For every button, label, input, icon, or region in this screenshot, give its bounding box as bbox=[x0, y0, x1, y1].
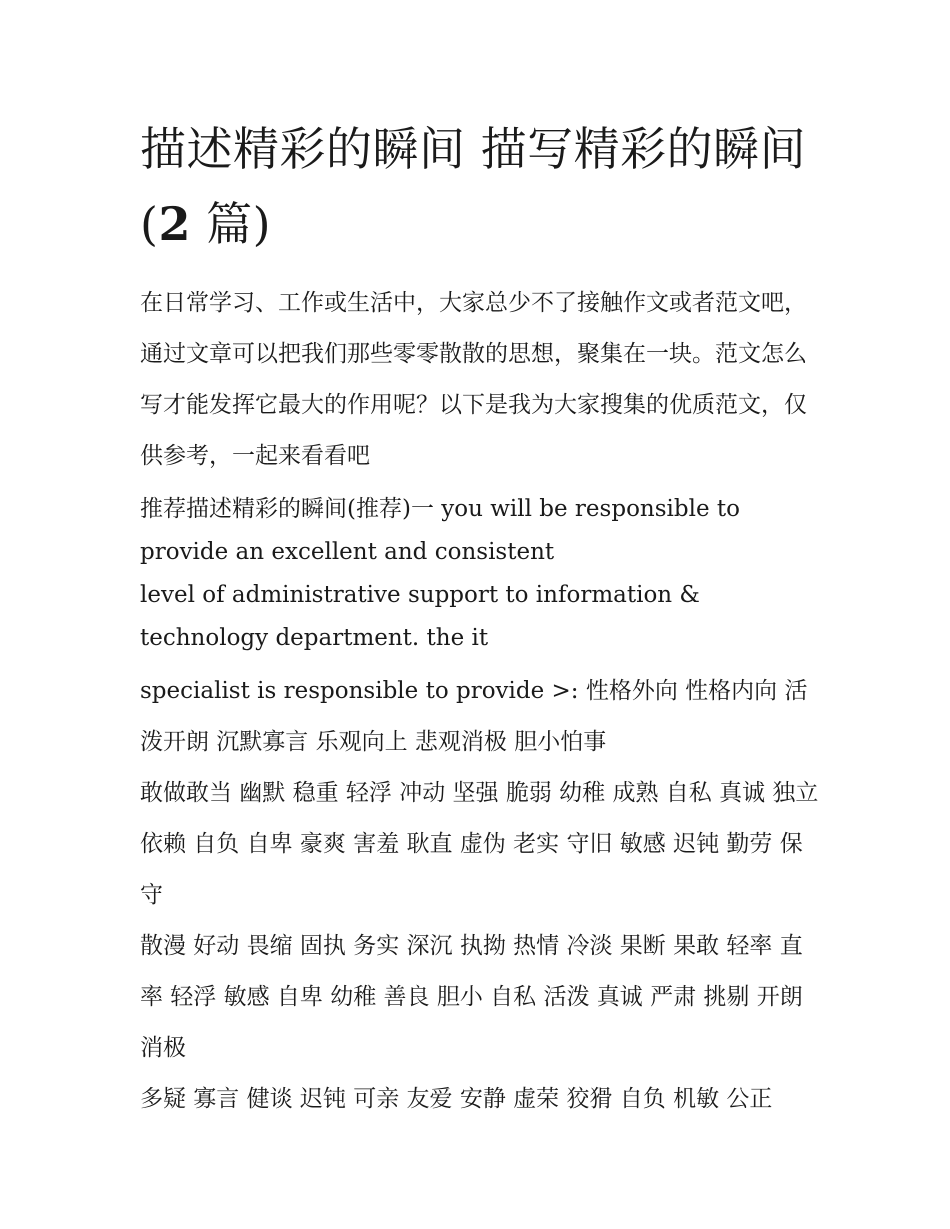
paragraph-5: 散漫 好动 畏缩 固执 务实 深沉 执拗 热情 冷淡 果断 果敢 轻率 直率 轻浮 敏感 自卑 幼稚 善良 胆小 自私 活泼 真诚 严肃 挑剔 开朗 消极 bbox=[140, 933, 803, 1061]
document-title bbox=[140, 112, 820, 262]
document-body bbox=[140, 112, 820, 1125]
intro-paragraph: 在日常学习、工作或生活中，大家总少不了接触作文或者范文吧，通过文章可以把我们那些零零散散的思想，聚集在一块。范文怎么写才能发挥它最大的作用呢？以下是我为大家搜集的优质范文，仅供参考，一起来看看吧 bbox=[140, 290, 807, 469]
title-text-1: 描述精彩的瞬间 描写精彩的瞬间( bbox=[140, 122, 807, 251]
title-number: 2 bbox=[158, 197, 191, 251]
paragraph-6: 多疑 寡言 健谈 迟钝 可亲 友爱 安静 虚荣 狡猾 自负 机敏 公正 bbox=[140, 1086, 773, 1112]
title-text-2: 篇) bbox=[190, 197, 272, 251]
paragraph-1: 推荐描述精彩的瞬间(推荐)一 you will be responsible to provide an excellent and consistent bbox=[140, 496, 740, 565]
paragraph-3: specialist is responsible to provide >: 性格外向 性格内向 活泼开朗 沉默寡言 乐观向上 悲观消极 胆小怕事 bbox=[140, 678, 808, 755]
paragraph-4: 敢做敢当 幽默 稳重 轻浮 冲动 坚强 脆弱 幼稚 成熟 自私 真诚 独立 依赖 自负 自卑 豪爽 害羞 耿直 虚伪 老实 守旧 敏感 迟钝 勤劳 保守 bbox=[140, 780, 819, 908]
paragraph-2: level of administrative support to information & technology department. the it bbox=[140, 582, 700, 651]
